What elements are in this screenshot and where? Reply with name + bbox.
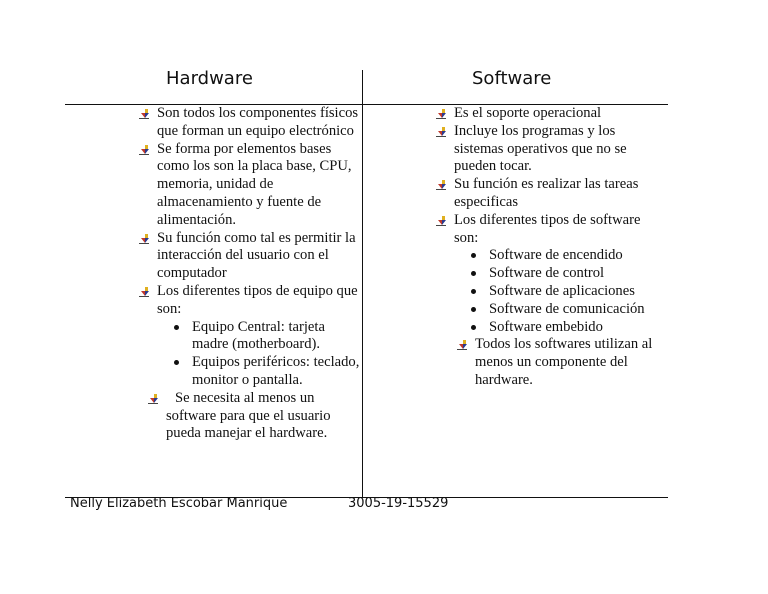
list-item: Es el soporte operacional: [436, 105, 664, 123]
list-item: Son todos los componentes físicos que forman un equipo electrónico: [139, 105, 361, 141]
hardware-note: Se necesita al menos un software para que el usuario pueda manejar el hardware.: [148, 390, 361, 443]
software-list: [436, 105, 664, 336]
list-item: Software de aplicaciones: [471, 283, 664, 301]
heading-hardware: Hardware: [166, 68, 253, 89]
arrow-bullet-icon: [436, 127, 446, 137]
hardware-sublist: [174, 319, 361, 390]
arrow-bullet-icon: [139, 234, 149, 244]
list-item: Software de comunicación: [471, 301, 664, 319]
footer-student-id: 3005-19-15529: [348, 496, 449, 511]
software-sublist: [471, 247, 664, 336]
hardware-list: [139, 105, 361, 390]
arrow-bullet-icon: [436, 109, 446, 119]
software-note: Todos los softwares utilizan al menos un componente del hardware.: [457, 336, 664, 389]
arrow-bullet-icon: [457, 340, 467, 350]
list-item: Su función como tal es permitir la interacción del usuario con el computador: [139, 230, 361, 283]
list-item: Se forma por elementos bases como los son la placa base, CPU, memoria, unidad de almacenamiento y fuente de alimentación.: [139, 141, 361, 230]
arrow-bullet-icon: [436, 216, 446, 226]
list-item: Equipos periféricos: teclado, monitor o pantalla.: [174, 354, 361, 390]
arrow-bullet-icon: [139, 109, 149, 119]
software-column: [436, 105, 664, 390]
heading-software: Software: [472, 68, 552, 89]
list-item: Su función es realizar las tareas especificas: [436, 176, 664, 212]
list-item: Software embebido: [471, 319, 664, 337]
arrow-bullet-icon: [139, 287, 149, 297]
list-item: Software de control: [471, 265, 664, 283]
arrow-bullet-icon: [139, 145, 149, 155]
arrow-bullet-icon: [148, 394, 158, 404]
list-item: Incluye los programas y los sistemas operativos que no se pueden tocar.: [436, 123, 664, 176]
list-item: Los diferentes tipos de equipo que son: Equipo Central: tarjeta madre (motherboard). Equipos periféricos: teclado, monitor o pantalla.: [139, 283, 361, 390]
arrow-bullet-icon: [436, 180, 446, 190]
list-item: Software de encendido: [471, 247, 664, 265]
hardware-column: [139, 105, 361, 443]
table-column-divider: [362, 70, 363, 497]
list-item: Equipo Central: tarjeta madre (motherboard).: [174, 319, 361, 355]
footer-author: Nelly Elizabeth Escobar Manrique: [70, 496, 288, 511]
list-item: Los diferentes tipos de software son: Software de encendido Software de control Software de aplicaciones Software de comunicación Software embebido: [436, 212, 664, 337]
